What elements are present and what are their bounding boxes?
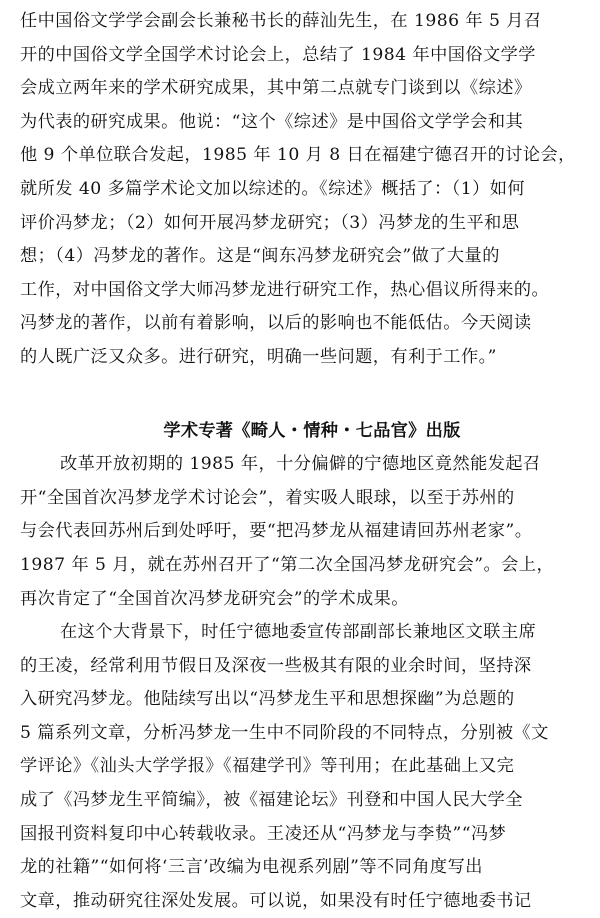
paragraph-3 xyxy=(20,616,582,918)
text-line: 的人既广泛又众多。进行研究，明确一些问题，有利于工作。” xyxy=(20,346,497,367)
text-line: 改革开放初期的 1985 年，十分偏僻的宁德地区竟然能发起召 xyxy=(60,454,541,475)
text-line: 开的中国俗文学全国学术讨论会上，总结了 1984 年中国俗文学学 xyxy=(20,44,536,65)
text-line: 学评论》《汕头大学学报》《福建学刊》等刊用；在此基础上又完 xyxy=(20,756,515,777)
text-line: 龙的社籍”“如何将‘三言’改编为电视系列剧”等不同角度写出 xyxy=(20,857,483,878)
text-line: 想；（4）冯梦龙的著作。这是“闽东冯梦龙研究会”做了大量的 xyxy=(20,246,500,267)
text-line: 1987 年 5 月，就在苏州召开了“第二次全国冯梦龙研究会”。会上， xyxy=(20,554,555,575)
text-line: 5 篇系列文章，分析冯梦龙一生中不同阶段的不同特点，分别被《文 xyxy=(20,722,549,743)
text-line: 开“全国首次冯梦龙学术讨论会”，着实吸人眼球，以至于苏州的 xyxy=(20,487,515,508)
text-line: 国报刊资料复印中心转载收录。王凌还从“冯梦龙与李贽”“冯梦 xyxy=(20,823,507,844)
text-line: 再次肯定了“全国首次冯梦龙研究会”的学术成果。 xyxy=(20,588,409,609)
section-heading: 学术专著《畸人・情种・七品官》出版 xyxy=(163,420,461,441)
paragraph-2 xyxy=(20,448,582,616)
text-line: 的王凌，经常利用节假日及深夜一些极其有限的业余时间，坚持深 xyxy=(20,655,532,676)
text-line: 评价冯梦龙；（2）如何开展冯梦龙研究；（3）冯梦龙的生平和思 xyxy=(20,212,520,233)
text-line: 任中国俗文学学会副会长兼秘书长的薛汕先生，在 1986 年 5 月召 xyxy=(20,11,542,31)
text-line: 成了《冯梦龙生平简编》，被《福建论坛》刊登和中国人民大学全 xyxy=(20,790,523,811)
text-line: 他 9 个单位联合发起，1985 年 10 月 8 日在福建宁德召开的讨论会， xyxy=(20,145,576,166)
text-line: 冯梦龙的著作，以前有着影响，以后的影响也不能低估。今天阅读 xyxy=(20,313,532,334)
text-line: 工作，对中国俗文学大师冯梦龙进行研究工作，热心倡议所得来的。 xyxy=(20,279,550,300)
text-line: 为代表的研究成果。他说：“这个《综述》是中国俗文学学会和其 xyxy=(20,111,524,132)
text-line: 文章，推动研究往深处发展。可以说，如果没有时任宁德地委书记 xyxy=(20,890,532,911)
paragraph-1 xyxy=(20,5,582,375)
text-line: 就所发 40 多篇学术论文加以综述的。《综述》概括了：（1）如何 xyxy=(20,178,525,199)
section-spacer xyxy=(20,375,582,415)
text-line: 与会代表回苏州后到处呼吁，要“把冯梦龙从福建请回苏州老家”。 xyxy=(20,521,533,542)
text-line: 在这个大背景下，时任宁德地委宣传部副部长兼地区文联主席 xyxy=(60,622,537,643)
text-line: 入研究冯梦龙。他陆续写出以“冯梦龙生平和思想探幽”为总题的 xyxy=(20,689,515,710)
text-line: 会成立两年来的学术研究成果，其中第二点就专门谈到以《综述》 xyxy=(20,78,532,99)
